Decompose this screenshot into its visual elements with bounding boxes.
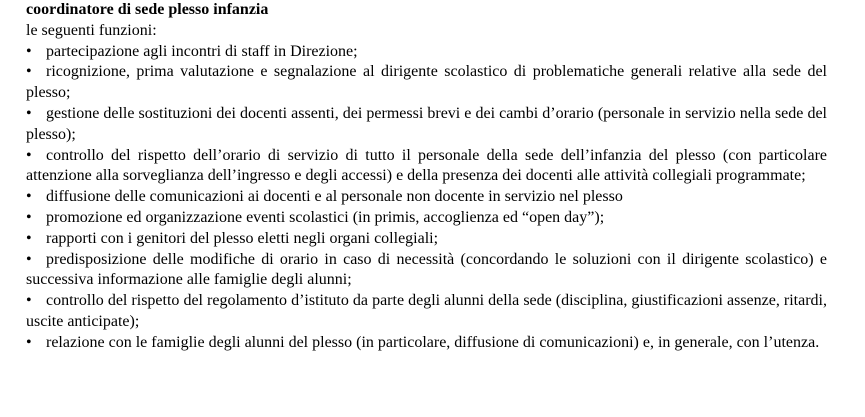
list-item-text: relazione con le famiglie degli alunni del plesso (in particolare, diffusione di comunicazioni) e, in generale, con l’utenza.	[46, 333, 820, 351]
list-item	[26, 229, 827, 250]
bullet-icon: •	[26, 42, 32, 60]
list-item	[26, 333, 827, 354]
list-item	[26, 42, 827, 63]
list-item	[26, 291, 827, 333]
section-title: coordinatore di sede plesso infanzia	[26, 1, 269, 18]
list-item-text: partecipazione agli incontri di staff in Direzione;	[46, 42, 358, 60]
bullet-icon: •	[26, 292, 32, 310]
bullet-icon: •	[26, 146, 32, 164]
list-item-text: gestione delle sostituzioni dei docenti assenti, dei permessi brevi e dei cambi d’orario (personale in servizio nella sede del plesso);	[26, 104, 827, 143]
list-item-text: controllo del rispetto dell’orario di servizio di tutto il personale della sede dell’infanzia del plesso (con particolare attenzione alla sorveglianza dell’ingresso e degli accessi) e della presenza dei docenti alle attività collegiali programmate;	[26, 146, 827, 185]
list-item	[26, 208, 827, 229]
list-item	[26, 146, 827, 188]
list-item	[26, 187, 827, 208]
bullet-icon: •	[26, 333, 32, 351]
list-item	[26, 250, 827, 292]
bullet-icon: •	[26, 208, 32, 226]
list-item-text: diffusione delle comunicazioni ai docenti e al personale non docente in servizio nel plesso	[46, 188, 623, 206]
list-item-text: predisposizione delle modifiche di orario in caso di necessità (concordando le soluzioni con il dirigente scolastico) e successiva informazione alle famiglie degli alunni;	[26, 250, 827, 289]
bullet-icon: •	[26, 104, 32, 122]
list-item	[26, 62, 827, 104]
bullet-icon: •	[26, 250, 32, 268]
functions-list	[26, 42, 827, 354]
list-item	[26, 104, 827, 146]
list-item-text: rapporti con i genitori del plesso eletti negli organi collegiali;	[46, 229, 439, 247]
list-item-text: controllo del rispetto del regolamento d’istituto da parte degli alunni della sede (disciplina, giustificazioni assenze, ritardi, uscite anticipate);	[26, 292, 827, 330]
bullet-icon: •	[26, 229, 32, 247]
list-item-text: promozione ed organizzazione eventi scolastici (in primis, accoglienza ed “open day”);	[46, 208, 605, 226]
bullet-icon: •	[26, 188, 32, 206]
intro-text: le seguenti funzioni:	[26, 21, 157, 39]
bullet-icon: •	[26, 63, 32, 81]
document-body	[26, 0, 827, 354]
list-item-text: ricognizione, prima valutazione e segnalazione al dirigente scolastico di problematiche generali relative alla sede del plesso;	[26, 63, 827, 102]
